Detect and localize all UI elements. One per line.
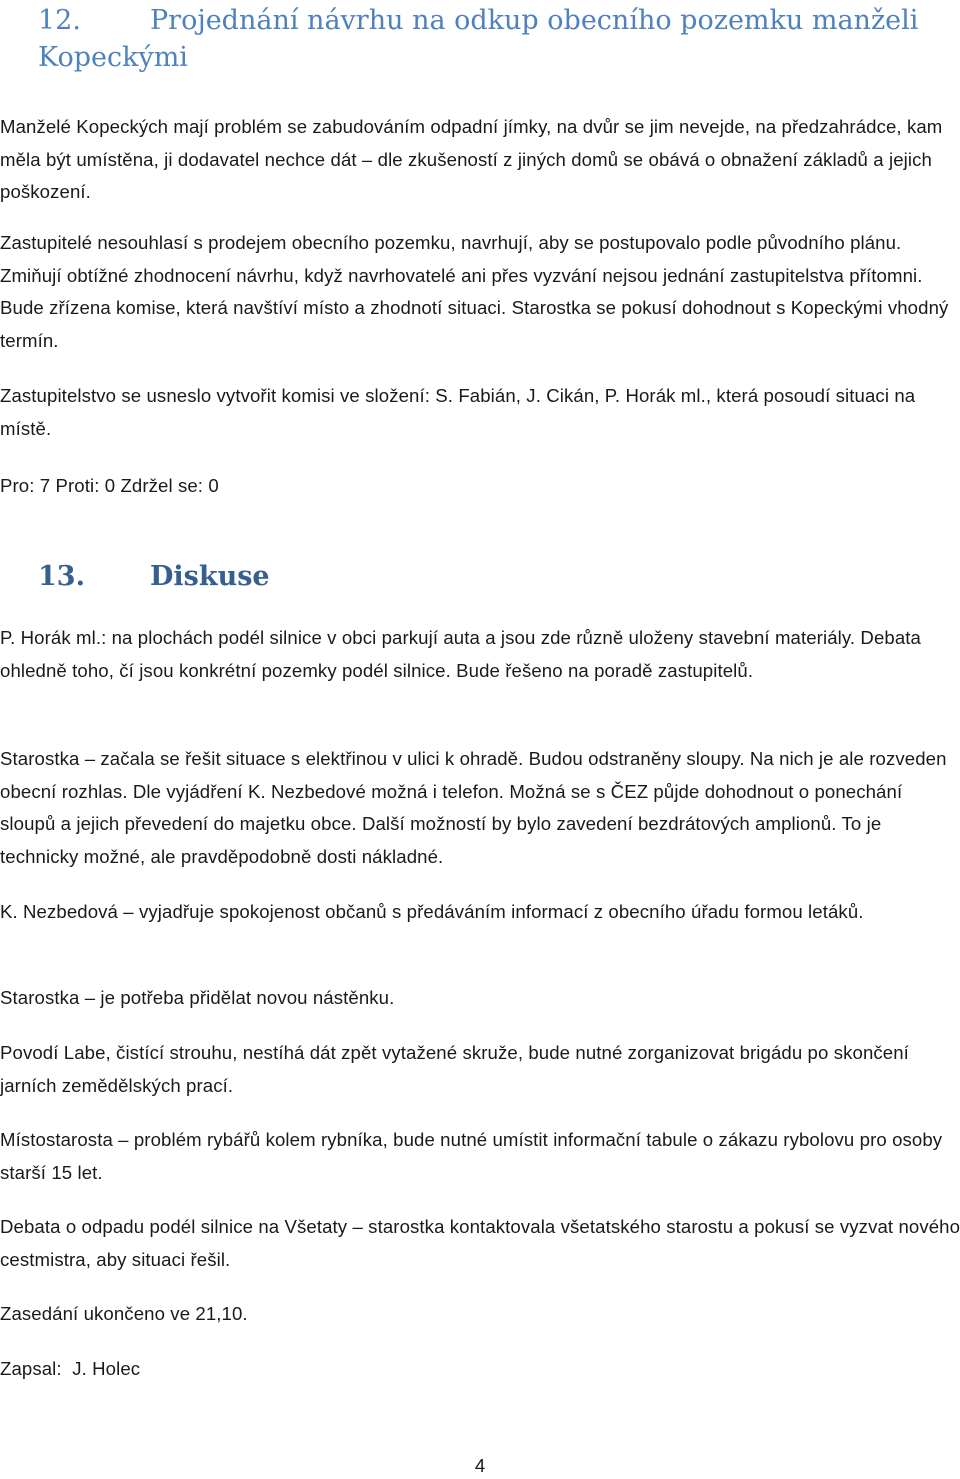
s13-paragraph-1: P. Horák ml.: na plochách podél silnice v obci parkují auta a jsou zde různě uloženy stavební materiály. Debata ohledně toho, čí jsou konkrétní pozemky podél silnice. Bude řešeno na poradě zastupitelů. xyxy=(0,627,921,681)
meeting-end-note: Zasedání ukončeno ve 21,10. xyxy=(0,1303,248,1324)
recorded-by: Zapsal: J. Holec xyxy=(0,1358,141,1379)
s13-paragraph-6: Místostarosta – problém rybářů kolem rybníka, bude nutné umístit informační tabule o zákazu rybolovu pro osoby starší 15 let. xyxy=(0,1129,943,1183)
section-12-heading xyxy=(38,2,953,76)
s12-paragraph-3: Zastupitelstvo se usneslo vytvořit komisi ve složení: S. Fabián, J. Cikán, P. Horák ml., která posoudí situaci na místě. xyxy=(0,385,916,439)
section-13-heading xyxy=(38,558,270,595)
s13-paragraph-5: Povodí Labe, čistící strouhu, nestíhá dát zpět vytažené skruže, bude nutné zorganizovat brigádu po skončení jarních zemědělských prací. xyxy=(0,1042,909,1096)
s13-paragraph-3: K. Nezbedová – vyjadřuje spokojenost občanů s předáváním informací z obecního úřadu formou letáků. xyxy=(0,901,864,922)
s13-paragraph-7: Debata o odpadu podél silnice na Všetaty – starostka kontaktovala všetatského starostu a pokusí se vyzvat nového cestmistra, aby situaci řešil. xyxy=(0,1216,960,1270)
section-13-number: 13. xyxy=(38,561,85,592)
section-13-title: Diskuse xyxy=(150,561,270,592)
s12-paragraph-2: Zastupitelé nesouhlasí s prodejem obecního pozemku, navrhují, aby se postupovalo podle původního plánu. Zmiňují obtížné zhodnocení návrhu, když navrhovatelé ani přes vyzvání nejsou jednání zastupitelstva přítomni. Bude zřízena komise, která navštíví místo a zhodnotí situaci. Starostka se pokusí dohodnout s Kopeckými vhodný termín. xyxy=(0,232,949,351)
section-12-title: Projednání návrhu na odkup obecního pozemku manželi Kopeckými xyxy=(38,5,919,73)
s12-vote-result: Pro: 7 Proti: 0 Zdržel se: 0 xyxy=(0,475,219,496)
s12-paragraph-1: Manželé Kopeckých mají problém se zabudováním odpadní jímky, na dvůr se jim nevejde, na předzahrádce, kam měla být umístěna, ji dodavatel nechce dát – dle zkušeností z jiných domů se obává o obnažení základů a jejich poškození. xyxy=(0,116,943,203)
s13-paragraph-4: Starostka – je potřeba přidělat novou nástěnku. xyxy=(0,987,395,1008)
section-12-number: 12. xyxy=(38,5,81,36)
s13-paragraph-2: Starostka – začala se řešit situace s elektřinou v ulici k ohradě. Budou odstraněny sloupy. Na nich je ale rozveden obecní rozhlas. Dle vyjádření K. Nezbedové možná i telefon. Možná se s ČEZ půjde dohodnout o ponechání sloupů a jejich převedení do majetku obce. Další možností by bylo zavedení bezdrátových amplionů. To je technicky možné, ale pravděpodobně dosti nákladné. xyxy=(0,748,947,867)
page-number: 4 xyxy=(474,1455,486,1476)
